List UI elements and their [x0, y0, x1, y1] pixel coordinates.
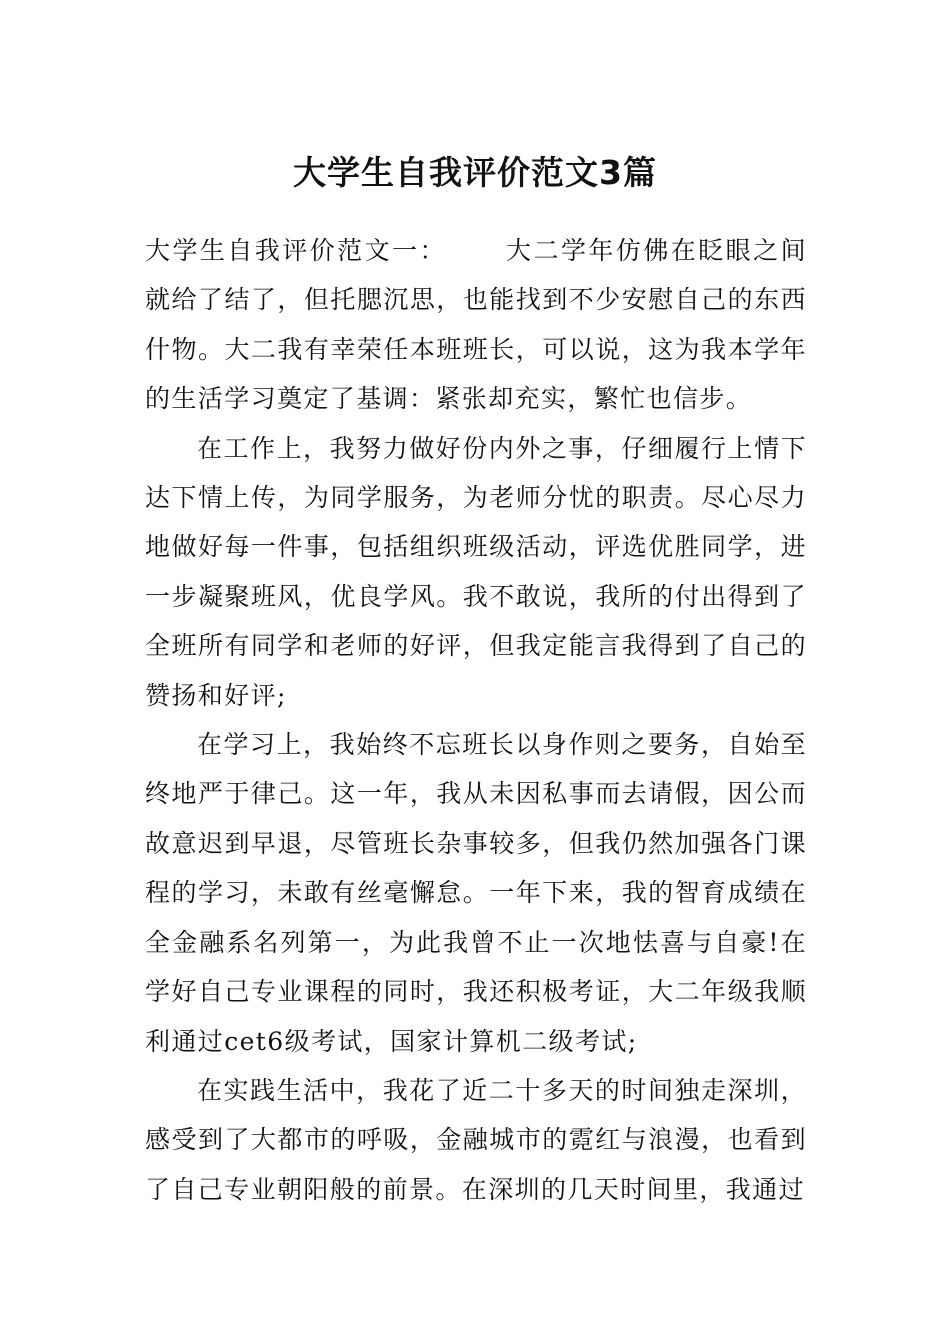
intro-text: 大二学年仿佛在眨眼之间就给了结了，但托腮沉思，也能找到不少安慰自己的东西什物。大二我有幸荣任本班班长，可以说，这为我本学年的生活学习奠定了基调：紧张却充实，繁忙也信步。 [145, 236, 807, 414]
document-title: 大学生自我评价范文3篇 [293, 153, 657, 193]
paragraph-practice: 在实践生活中，我花了近二十多天的时间独走深圳，感受到了大都市的呼吸，金融城市的霓红与浪漫，也看到了自己专业朝阳般的前景。在深圳的几天时间里，我通过 [145, 1075, 807, 1204]
intro-label: 大学生自我评价范文一： [145, 236, 447, 265]
intro-paragraph [145, 226, 807, 424]
paragraph-work: 在工作上，我努力做好份内外之事，仔细履行上情下达下情上传，为同学服务，为老师分忧的职责。尽心尽力地做好每一件事，包括组织班级活动，评选优胜同学，进一步凝聚班风，优良学风。我不敢说，我所的付出得到了全班所有同学和老师的好评，但我定能言我得到了自己的赞扬和好评; [145, 433, 807, 710]
document-body [145, 226, 807, 1214]
paragraph-study: 在学习上，我始终不忘班长以身作则之要务，自始至终地严于律己。这一年，我从未因私事而去请假，因公而故意迟到早退，尽管班长杂事较多，但我仍然加强各门课程的学习，未敢有丝毫懈怠。一年下来，我的智育成绩在全金融系名列第一，为此我曾不止一次地怯喜与自豪!在学好自己专业课程的同时，我还积极考证，大二年级我顺利通过cet6级考试，国家计算机二级考试; [145, 730, 807, 1056]
